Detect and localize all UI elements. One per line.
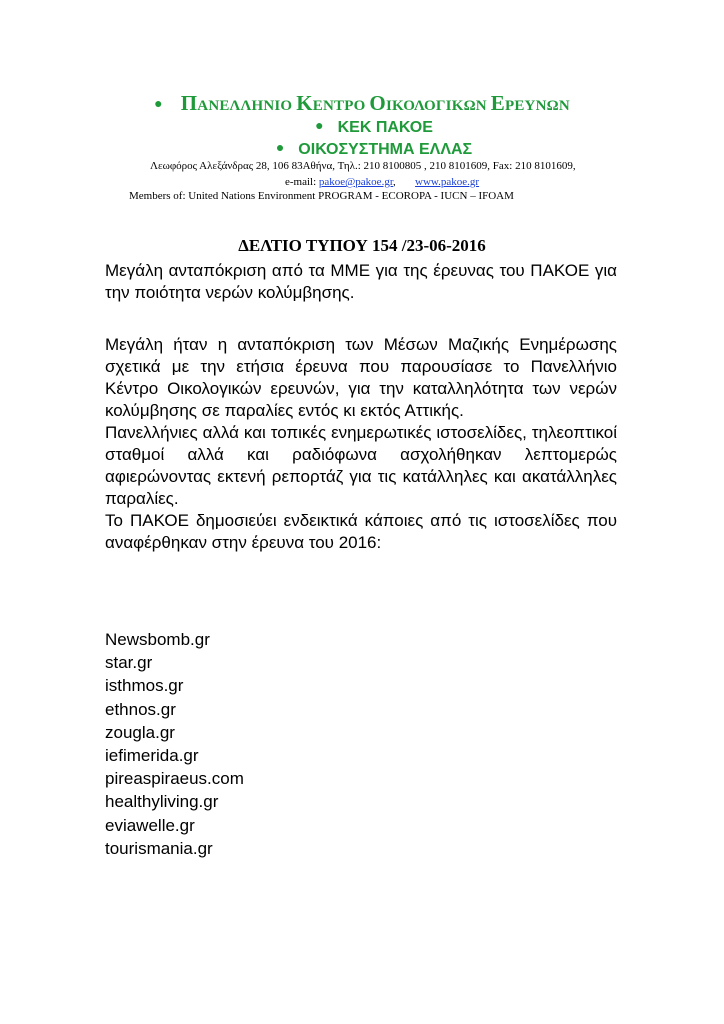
org-name-word-1: ΠΑΝΕΛΛΗΝΙΟ: [180, 91, 297, 115]
kek-pakoe-text: ΚΕΚ ΠΑΚΟΕ: [337, 119, 433, 136]
address-line: Λεωφόρος Αλεξάνδρας 28, 106 83Αθήνα, Τηλ.: 210 8100805 , 210 8101609, Fax: 210 8101609,: [150, 160, 576, 172]
kek-pakoe-line: [12, 117, 724, 137]
org-name-word-4: ΕΡΕΥΝΩΝ: [490, 91, 570, 115]
press-release-body: [105, 334, 617, 554]
website-list-item: eviawelle.gr: [105, 815, 195, 835]
contact-line: [285, 176, 479, 188]
org-name-word-3: ΟΙΚΟΛΟΓΙΚΩΝ: [369, 91, 491, 115]
org-name-word-2: ΚΕΝΤΡΟ: [296, 91, 370, 115]
paragraph-3: Το ΠΑΚΟΕ δημοσιεύει ενδεικτικά κάποιες από τις ιστοσελίδες που αναφέρθηκαν στην έρευνα του 2016:: [105, 511, 617, 552]
press-release-title: ΔΕΛΤΙΟ ΤΥΠΟΥ 154 /23-06-2016: [238, 236, 486, 255]
website-list-item: Newsbomb.gr: [105, 630, 210, 649]
website-list-item: iefimerida.gr: [105, 746, 199, 766]
email-suffix: ,: [393, 176, 396, 188]
website-list-item: tourismania.gr: [105, 838, 213, 858]
bullet-icon: ●: [275, 139, 285, 155]
bullet-icon: ●: [315, 117, 324, 133]
press-release-subtitle: Μεγάλη ανταπόκριση από τα ΜΜΕ για της έρευνας του ΠΑΚΟΕ για την ποιότητα νερών κολύμβησης.: [105, 261, 617, 302]
website-list-item: healthyliving.gr: [105, 792, 219, 812]
email-prefix: e-mail:: [285, 176, 319, 188]
website-list-item: pireaspiraeus.com: [105, 769, 244, 789]
website-list: [105, 628, 244, 860]
oikosystima-text: ΟΙΚΟΣΥΣΤΗΜΑ ΕΛΛΑΣ: [298, 141, 473, 158]
website-list-item: ethnos.gr: [105, 699, 176, 719]
members-line: Members of: United Nations Environment PROGRAM - ECOROPA - IUCN – IFOAM: [129, 190, 514, 202]
bullet-icon: ●: [154, 97, 163, 112]
website-link[interactable]: www.pakoe.gr: [415, 176, 480, 188]
website-list-item: isthmos.gr: [105, 676, 184, 696]
paragraph-2: Πανελλήνιες αλλά και τοπικές ενημερωτικές ιστοσελίδες, τηλεοπτικοί σταθμοί αλλά και ραδιόφωνα ασχολήθηκαν λεπτομερώς αφιερώνοντας εκτενή ρεπορτάζ για τις κατάλληλες και ακατάλληλες παραλίες.: [105, 423, 617, 508]
oikosystima-line: [12, 139, 724, 159]
org-name-line: [0, 91, 724, 116]
website-list-item: zougla.gr: [105, 722, 175, 742]
paragraph-1: Μεγάλη ήταν η ανταπόκριση των Μέσων Μαζικής Ενημέρωσης σχετικά με την ετήσια έρευνα που παρουσίασε το Πανελλήνιο Κέντρο Οικολογικών ερευνών, για την καταλληλότητα των νερών κολύμβησης σε παραλίες εντός κι εκτός Αττικής.: [105, 335, 617, 420]
email-link[interactable]: pakoe@pakoe.gr: [318, 176, 394, 188]
website-list-item: star.gr: [105, 653, 153, 673]
